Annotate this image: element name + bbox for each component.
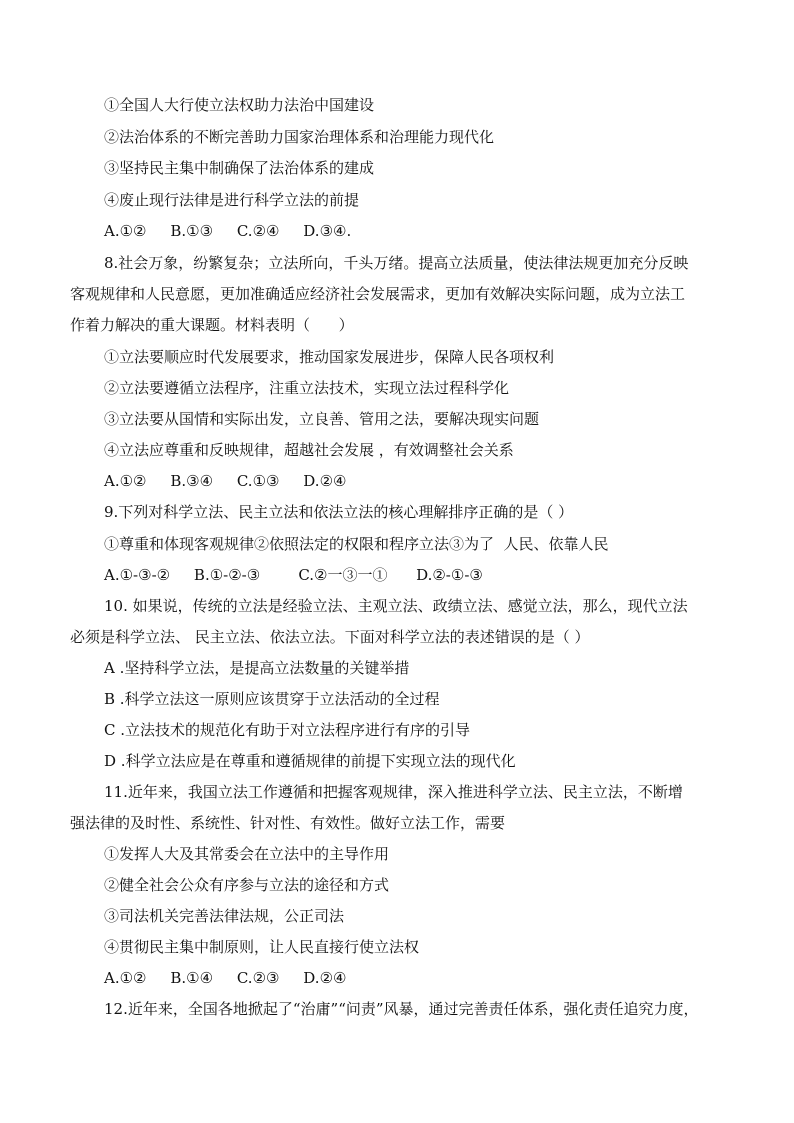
question-9-text: 9.下列对科学立法、民主立法和依法立法的核心理解排序正确的是（ ）: [104, 503, 574, 521]
option-line: ③立法要从国情和实际出发，立良善、管用之法，要解决现实问题: [104, 410, 540, 428]
question-10-text: 10. 如果说，传统的立法是经验立法、主观立法、政绩立法、感觉立法，那么，现代立法: [104, 597, 688, 615]
option-line: ①立法要顺应时代发展要求，推动国家发展进步，保障人民各项权利: [104, 348, 555, 366]
option-line: C .立法技术的规范化有助于对立法程序进行有序的引导: [104, 721, 471, 739]
option-line: ①全国人大行使立法权助力法治中国建设: [104, 96, 375, 114]
option-line: B .科学立法这一原则应该贯穿于立法活动的全过程: [104, 690, 440, 708]
question-11-text: 11.近年来，我国立法工作遵循和把握客观规律，深入推进科学立法、民主立法，不断增: [104, 783, 683, 801]
option-line: ①尊重和体现客观规律②依照法定的权限和程序立法③为了 人民、依靠人民: [104, 535, 609, 553]
question-8-text: 8.社会万象，纷繁复杂；立法所向，千头万绪。提高立法质量，使法律法规更加充分反映: [104, 254, 689, 272]
option-line: A .坚持科学立法，是提高立法数量的关键举措: [104, 659, 410, 677]
option-line: ②立法要遵循立法程序，注重立法技术，实现立法过程科学化: [104, 379, 510, 397]
option-line: ③坚持民主集中制确保了法治体系的建成: [104, 159, 375, 177]
option-line: D .科学立法应是在尊重和遵循规律的前提下实现立法的现代化: [104, 752, 516, 770]
option-line: ④贯彻民主集中制原则，让人民直接行使立法权: [104, 938, 420, 956]
question-8-text: 客观规律和人民意愿，更加准确适应经济社会发展需求，更加有效解决实际问题，成为立法工: [70, 285, 686, 303]
question-8-text: 作着力解决的重大课题。材料表明（ ）: [70, 316, 354, 334]
answer-choices: A.①② B.①④ C.②③ D.②④: [104, 969, 347, 987]
question-11-text: 强法律的及时性、系统性、针对性、有效性。做好立法工作，需要: [70, 814, 506, 832]
option-line: ①发挥人大及其常委会在立法中的主导作用: [104, 845, 390, 863]
question-12-text: 12.近年来，全国各地掀起了“治庸”“问责”风暴，通过完善责任体系，强化责任追究力度，: [104, 1000, 699, 1018]
answer-choices: A.①② B.①③ C.②④ D.③④.: [104, 222, 352, 240]
option-line: ④立法应尊重和反映规律，超越社会发展 ，有效调整社会关系: [104, 441, 514, 459]
option-line: ③司法机关完善法律法规，公正司法: [104, 907, 345, 925]
answer-choices: A.①-③-② B.①-②-③ C.②一③一① D.②-①-③: [104, 566, 483, 584]
option-line: ④废止现行法律是进行科学立法的前提: [104, 191, 360, 209]
question-10-text: 必须是科学立法、 民主立法、依法立法。下面对科学立法的表述错误的是（ ）: [70, 628, 590, 646]
option-line: ②法治体系的不断完善助力国家治理体系和治理能力现代化: [104, 128, 495, 146]
answer-choices: A.①② B.③④ C.①③ D.②④: [104, 472, 347, 490]
option-line: ②健全社会公众有序参与立法的途径和方式: [104, 876, 390, 894]
